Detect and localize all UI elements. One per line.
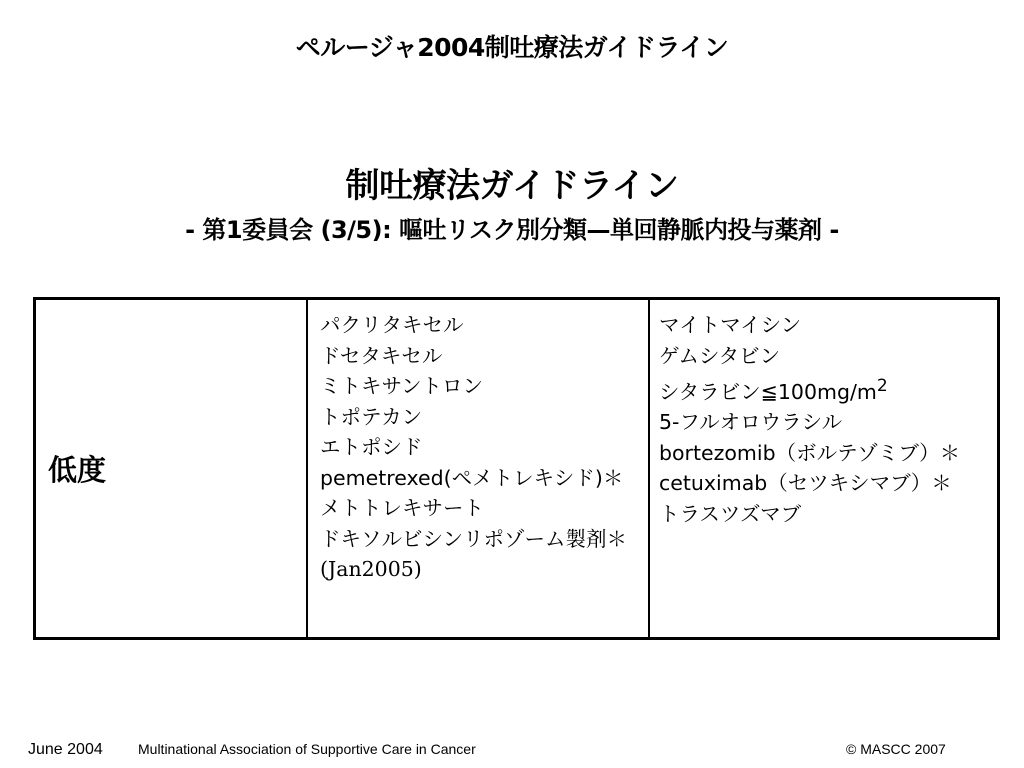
emetic-risk-table	[33, 297, 1000, 640]
drug-item: トポテカン	[320, 404, 423, 429]
drug-item: cetuximab（セツキシマブ）＊	[659, 471, 952, 496]
main-title: 制吐療法ガイドライン	[345, 166, 679, 206]
top-title: ペルージャ2004制吐療法ガイドライン	[295, 33, 729, 62]
drug-item: パクリタキセル	[320, 313, 464, 337]
footer-copyright: © MASCC 2007	[846, 741, 946, 757]
footer-date: June 2004	[28, 741, 103, 758]
drug-item: マイトマイシン	[659, 313, 802, 337]
drug-item-text: ドキソルビシンリポゾーム製剤＊	[320, 526, 627, 551]
drug-item: 5-フルオロウラシル	[659, 410, 843, 435]
drug-item: ゲムシタビン	[659, 343, 781, 368]
drug-item: ミトキサントロン	[320, 374, 483, 398]
risk-level-cell	[36, 300, 308, 637]
drug-item	[320, 524, 640, 585]
risk-level-label: 低度	[48, 453, 107, 487]
drug-item: pemetrexed(ペメトレキシド)＊	[320, 465, 624, 490]
drug-item: メトトレキサート	[320, 496, 484, 520]
footer-organization: Multinational Association of Supportive Care in Cancer	[138, 741, 476, 757]
drug-list-column-1	[308, 300, 650, 637]
drug-item: bortezomib（ボルテゾミブ）＊	[659, 440, 961, 465]
drug-item: エトポシド	[320, 435, 423, 459]
drug-item-text: シタラビン≦100mg/m	[659, 379, 877, 404]
subtitle: - 第1委員会 (3/5): 嘔吐リスク別分類—単回静脈内投与薬剤 -	[185, 216, 839, 244]
drug-list-column-2	[650, 300, 997, 637]
dose-superscript: 2	[876, 376, 888, 396]
drug-item: トラスツズマブ	[659, 501, 802, 526]
drug-item	[659, 371, 989, 407]
drug-item: ドセタキセル	[320, 343, 443, 368]
drug-item-note: (Jan2005)	[320, 557, 422, 581]
